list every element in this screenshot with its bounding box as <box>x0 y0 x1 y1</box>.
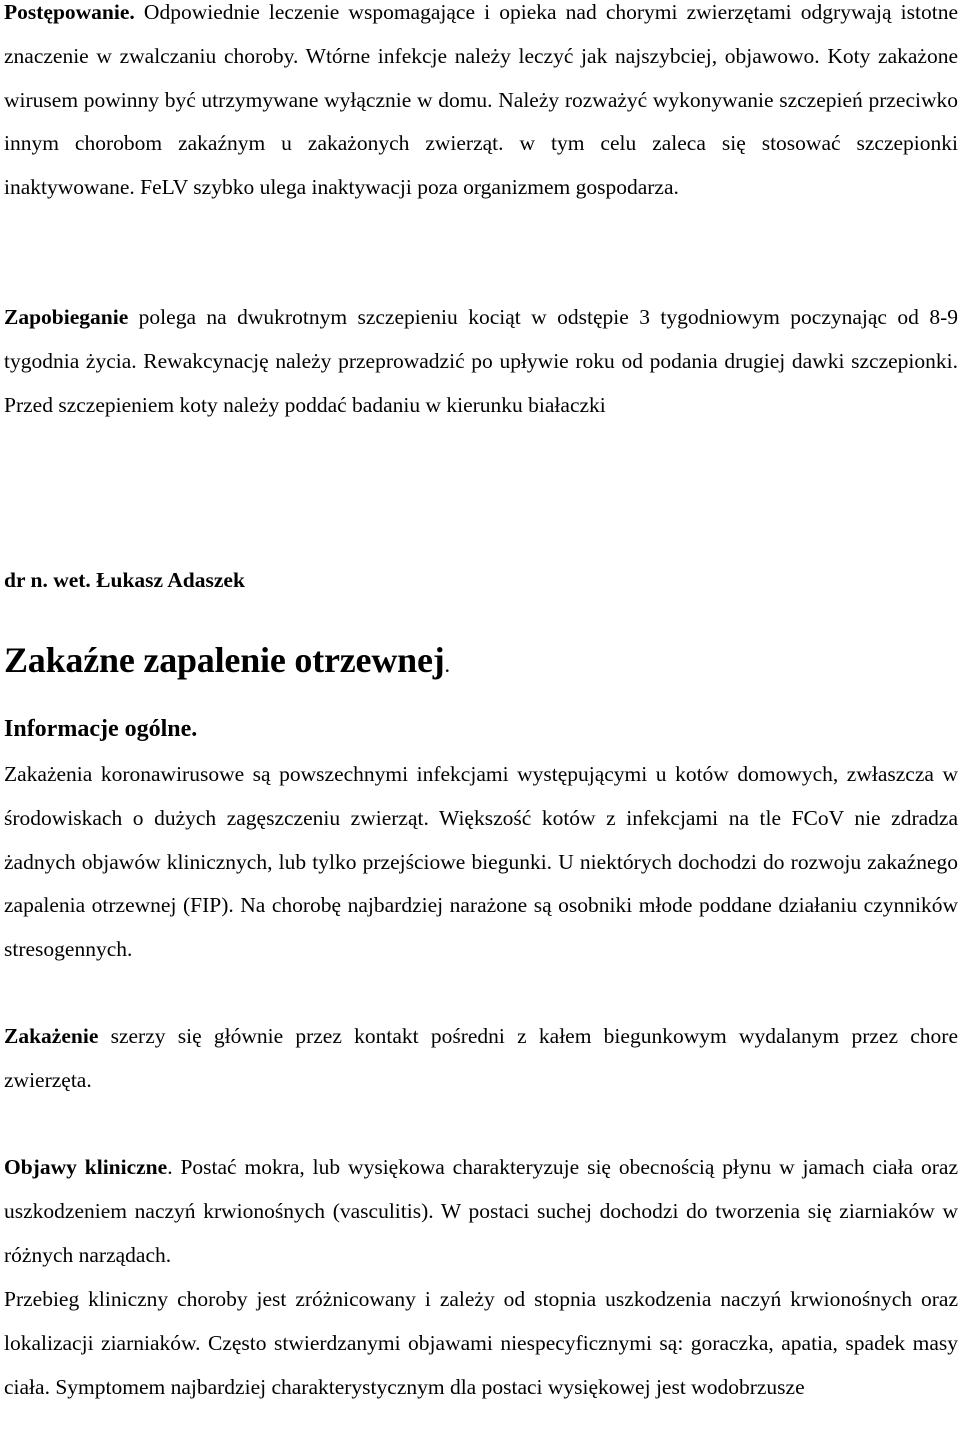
paragraph-zakazenie <box>4 1015 958 1103</box>
section-heading-informacje: Informacje ogólne. <box>4 716 198 742</box>
text-przebieg: Przebieg kliniczny choroby jest zróżnicowany i zależy od stopnia uszkodzenia naczyń krwionośnych oraz lokalizacji ziarniaków. Często stwierdzanymi objawami niespecyficznymi są: goraczka, apatia, spadek masy ciała. Symptomem najbardziej charakterystycznym dla postaci wysiękowej jest wodobrzusze <box>4 1287 958 1399</box>
document-title-dot: . <box>444 652 450 677</box>
text-informacje: Zakażenia koronawirusowe są powszechnymi infekcjami występującymi u kotów domowych, zwłaszcza w środowiskach o dużych zagęszczeniu zwierząt. Większość kotów z infekcjami na tle FCoV nie zdradza żadnych objawów klinicznych, lub tylko przejściowe biegunki. U niektórych dochodzi do rozwoju zakaźnego zapalenia otrzewnej (FIP). Na chorobę najbardziej narażone są osobniki młode poddane działaniu czynników stresogennych. <box>4 762 958 962</box>
text-postepowanie: Odpowiednie leczenie wspomagające i opieka nad chorymi zwierzętami odgrywają istotne znaczenie w zwalczaniu choroby. Wtórne infekcje należy leczyć jak najszybciej, objawowo. Koty zakażone wirusem powinny być utrzymywane wyłącznie w domu. Należy rozważyć wykonywanie szczepień przeciwko innym chorobom zakaźnym u zakażonych zwierząt. w tym celu zaleca się stosować szczepionki inaktywowane. FeLV szybko ulega inaktywacji poza organizmem gospodarza. <box>4 0 958 200</box>
document-title <box>4 636 450 689</box>
document-title-text: Zakaźne zapalenie otrzewnej <box>4 640 445 680</box>
text-objawy: . Postać mokra, lub wysiękowa charakteryzuje się obecnością płynu w jamach ciała oraz uszkodzeniem naczyń krwionośnych (vasculitis). W postaci suchej dochodzi do tworzenia się ziarniaków w różnych narządach. <box>4 1155 958 1267</box>
lead-postepowanie: Postępowanie. <box>4 0 135 24</box>
paragraph-przebieg <box>4 1278 958 1409</box>
lead-zakazenie: Zakażenie <box>4 1024 99 1048</box>
text-zakazenie: szerzy się głównie przez kontakt pośredni z kałem biegunkowym wydalanym przez chore zwierzęta. <box>4 1024 958 1092</box>
paragraph-postepowanie <box>4 0 958 210</box>
lead-zapobieganie: Zapobieganie <box>4 305 129 329</box>
lead-objawy: Objawy kliniczne <box>4 1155 168 1179</box>
author-signature: dr n. wet. Łukasz Adaszek <box>4 568 245 592</box>
paragraph-zapobieganie <box>4 296 958 427</box>
text-zapobieganie: polega na dwukrotnym szczepieniu kociąt w odstępie 3 tygodniowym poczynając od 8-9 tygodnia życia. Rewakcynację należy przeprowadzić po upływie roku od podania drugiej dawki szczepionki. Przed szczepieniem koty należy poddać badaniu w kierunku białaczki <box>4 305 958 417</box>
paragraph-objawy <box>4 1146 958 1277</box>
paragraph-informacje <box>4 753 958 972</box>
